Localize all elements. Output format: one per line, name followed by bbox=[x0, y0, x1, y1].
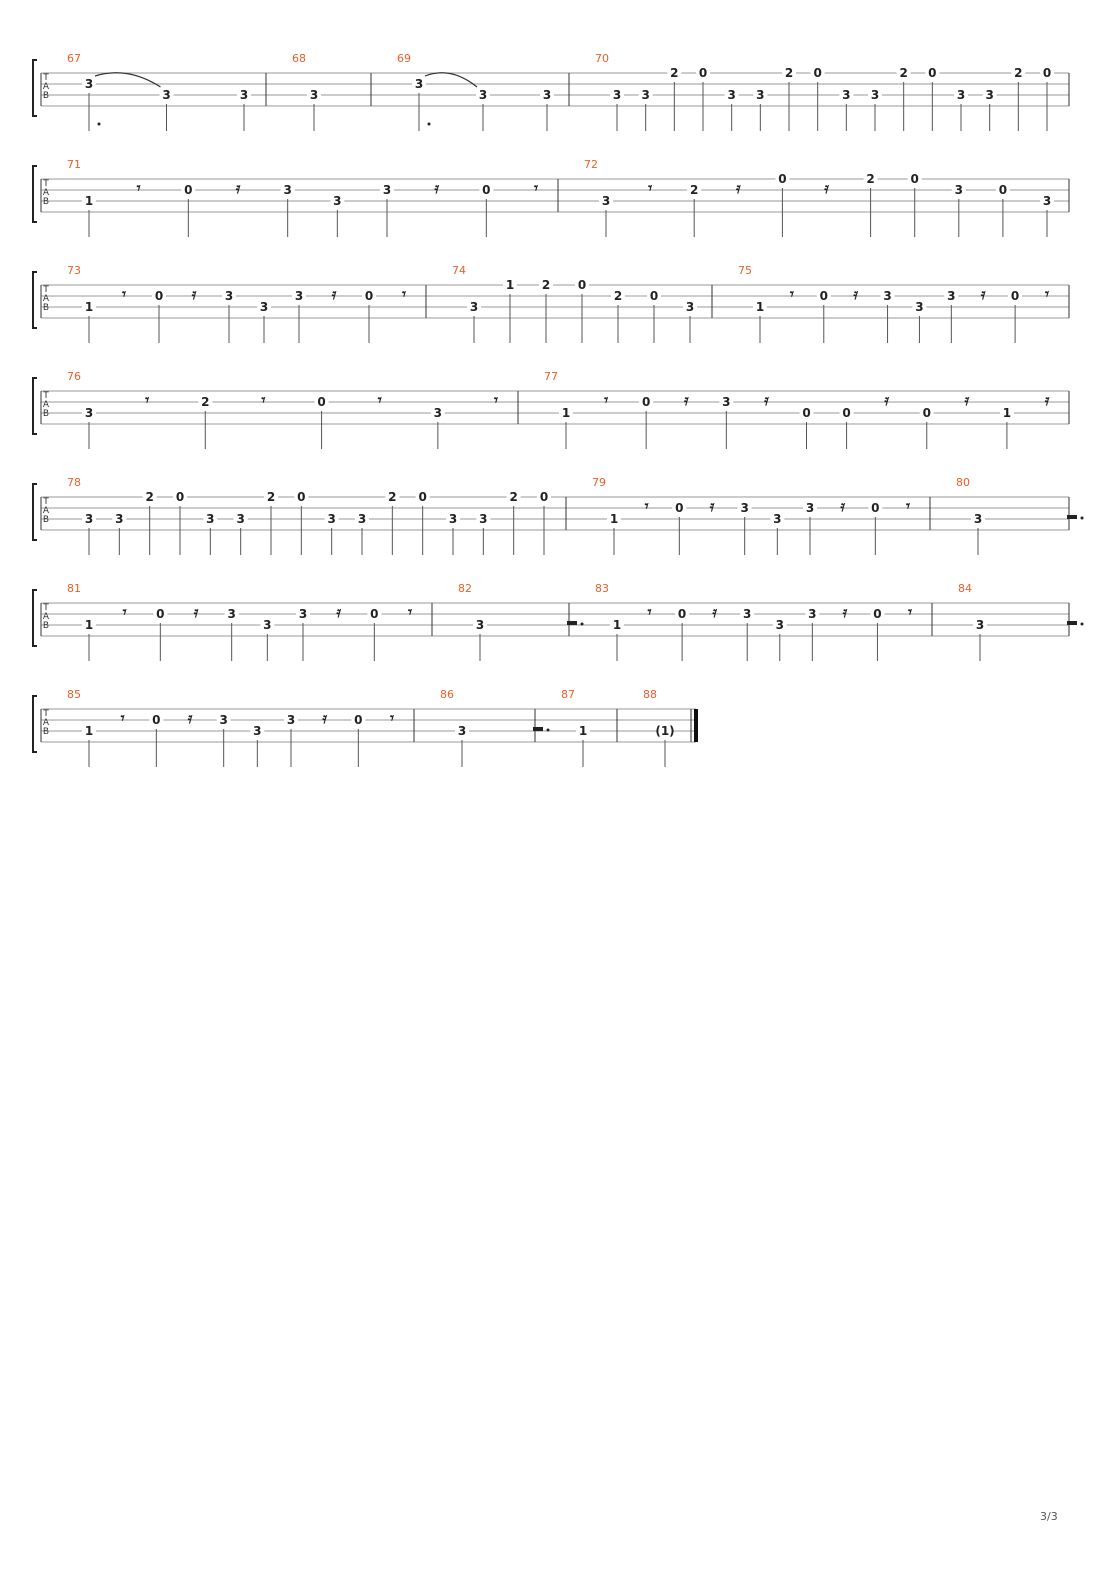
fret-number: 3 bbox=[448, 512, 458, 526]
duration-dot bbox=[98, 123, 101, 126]
fret-number: 3 bbox=[775, 618, 784, 632]
fret-number: 0 bbox=[418, 490, 427, 504]
system-bracket bbox=[33, 272, 37, 328]
fret-number: 0 bbox=[819, 289, 828, 303]
measure-number: 74 bbox=[452, 264, 466, 277]
fret-number: 0 bbox=[482, 183, 491, 197]
half-rest bbox=[1067, 621, 1077, 625]
page-number: 3/3 bbox=[1040, 1510, 1058, 1523]
fret-number: 1 bbox=[505, 278, 515, 292]
rest-dot bbox=[581, 623, 584, 626]
fret-number: 3 bbox=[236, 512, 245, 526]
fret-number: 3 bbox=[641, 88, 650, 102]
8th-rest: 𝄾 bbox=[390, 709, 394, 727]
measure-number: 85 bbox=[67, 688, 81, 701]
fret-number: 3 bbox=[162, 88, 171, 102]
fret-number: 3 bbox=[685, 300, 695, 314]
16th-rest: 𝄿 bbox=[824, 179, 829, 197]
fret-number: 1 bbox=[84, 618, 94, 632]
system-bracket bbox=[33, 484, 37, 540]
fret-number: 2 bbox=[266, 490, 276, 504]
fret-number: 1 bbox=[1002, 406, 1012, 420]
fret-number: 1 bbox=[84, 300, 94, 314]
fret-number: 3 bbox=[263, 618, 272, 632]
16th-rest: 𝄿 bbox=[193, 603, 199, 621]
16th-rest: 𝄿 bbox=[322, 709, 327, 727]
rest-dot bbox=[547, 729, 550, 732]
8th-rest: 𝄾 bbox=[122, 603, 127, 621]
8th-rest: 𝄾 bbox=[534, 179, 538, 197]
fret-number: 0 bbox=[370, 607, 379, 621]
measure-number: 69 bbox=[397, 52, 411, 65]
16th-rest: 𝄿 bbox=[712, 603, 717, 621]
16th-rest: 𝄿 bbox=[764, 391, 769, 409]
measure-number: 71 bbox=[67, 158, 81, 171]
tab-clef-letter: B bbox=[42, 303, 50, 313]
fret-number: 0 bbox=[297, 490, 306, 504]
fret-number: 0 bbox=[641, 395, 651, 409]
fret-number: 3 bbox=[947, 289, 956, 303]
8th-rest: 𝄾 bbox=[261, 391, 266, 409]
fret-number: 3 bbox=[773, 512, 782, 526]
fret-number: 3 bbox=[870, 88, 880, 102]
fret-number: 0 bbox=[922, 406, 931, 420]
fret-number: 3 bbox=[357, 512, 367, 526]
fret-number: 0 bbox=[156, 607, 165, 621]
fret-number: 1 bbox=[561, 406, 571, 420]
tab-clef-letter: A bbox=[42, 188, 50, 198]
fret-number: 0 bbox=[152, 713, 161, 727]
16th-rest: 𝄿 bbox=[853, 285, 858, 303]
8th-rest: 𝄾 bbox=[136, 179, 141, 197]
16th-rest: 𝄿 bbox=[187, 709, 193, 727]
fret-number: 3 bbox=[283, 183, 292, 197]
tab-clef-letter: T bbox=[43, 391, 49, 401]
tab-clef-letter: T bbox=[43, 497, 49, 507]
fret-number: 3 bbox=[294, 289, 304, 303]
measure-number: 72 bbox=[584, 158, 598, 171]
fret-number: 3 bbox=[309, 88, 319, 102]
fret-number: 0 bbox=[154, 289, 164, 303]
measure-number: 75 bbox=[738, 264, 752, 277]
rest-dot bbox=[1081, 623, 1084, 626]
system-bracket bbox=[33, 60, 37, 116]
fret-number: 2 bbox=[899, 66, 908, 80]
16th-rest: 𝄿 bbox=[964, 391, 970, 409]
tab-clef-letter: B bbox=[42, 621, 50, 631]
measure-number: 87 bbox=[561, 688, 575, 701]
fret-number: 3 bbox=[805, 501, 815, 515]
16th-rest: 𝄿 bbox=[191, 285, 197, 303]
measure-number: 88 bbox=[643, 688, 657, 701]
fret-number: (1) bbox=[655, 724, 675, 738]
measure-number: 77 bbox=[544, 370, 558, 383]
measure-number: 86 bbox=[440, 688, 454, 701]
measure-number: 68 bbox=[292, 52, 306, 65]
fret-number: 3 bbox=[219, 713, 228, 727]
fret-number: 3 bbox=[84, 406, 94, 420]
16th-rest: 𝄿 bbox=[736, 179, 741, 197]
fret-number: 3 bbox=[259, 300, 269, 314]
fret-number: 3 bbox=[722, 395, 731, 409]
fret-number: 1 bbox=[755, 300, 765, 314]
16th-rest: 𝄿 bbox=[840, 497, 845, 515]
tab-clef-letter: B bbox=[42, 727, 50, 737]
8th-rest: 𝄾 bbox=[644, 497, 649, 515]
fret-number: 1 bbox=[612, 618, 622, 632]
fret-number: 3 bbox=[206, 512, 215, 526]
system-bracket bbox=[33, 696, 37, 752]
fret-number: 3 bbox=[239, 88, 249, 102]
fret-number: 0 bbox=[354, 713, 363, 727]
fret-number: 0 bbox=[677, 607, 687, 621]
fret-number: 2 bbox=[866, 172, 875, 186]
8th-rest: 𝄾 bbox=[648, 179, 653, 197]
fret-number: 0 bbox=[698, 66, 708, 80]
measure-number: 70 bbox=[595, 52, 609, 65]
system-bracket bbox=[33, 590, 37, 646]
fret-number: 3 bbox=[327, 512, 336, 526]
fret-number: 3 bbox=[975, 618, 985, 632]
8th-rest: 𝄾 bbox=[145, 391, 150, 409]
tab-clef-letter: T bbox=[43, 709, 49, 719]
fret-number: 1 bbox=[609, 512, 619, 526]
system-bracket bbox=[33, 166, 37, 222]
measure-number: 78 bbox=[67, 476, 81, 489]
fret-number: 0 bbox=[175, 490, 185, 504]
fret-number: 3 bbox=[842, 88, 851, 102]
8th-rest: 𝄾 bbox=[402, 285, 406, 303]
fret-number: 0 bbox=[675, 501, 684, 515]
tab-clef-letter: A bbox=[42, 400, 50, 410]
tie-arc bbox=[425, 73, 477, 87]
fret-number: 3 bbox=[973, 512, 983, 526]
measure-number: 81 bbox=[67, 582, 81, 595]
8th-rest: 𝄾 bbox=[908, 603, 912, 621]
16th-rest: 𝄿 bbox=[336, 603, 341, 621]
system-bracket bbox=[33, 378, 37, 434]
fret-number: 2 bbox=[784, 66, 794, 80]
fret-number: 3 bbox=[469, 300, 479, 314]
fret-number: 3 bbox=[433, 406, 443, 420]
16th-rest: 𝄿 bbox=[1044, 391, 1050, 409]
8th-rest: 𝄾 bbox=[1045, 285, 1049, 303]
fret-number: 1 bbox=[578, 724, 588, 738]
fret-number: 3 bbox=[954, 183, 963, 197]
measure-number: 73 bbox=[67, 264, 81, 277]
tab-clef-letter: B bbox=[42, 197, 50, 207]
half-rest bbox=[1067, 515, 1077, 519]
8th-rest: 𝄾 bbox=[647, 603, 652, 621]
8th-rest: 𝄾 bbox=[122, 285, 126, 303]
fret-number: 3 bbox=[253, 724, 262, 738]
tab-clef-letter: A bbox=[42, 506, 50, 516]
measure-number: 80 bbox=[956, 476, 970, 489]
fret-number: 3 bbox=[727, 88, 736, 102]
fret-number: 3 bbox=[298, 607, 308, 621]
fret-number: 3 bbox=[612, 88, 622, 102]
duration-dot bbox=[428, 123, 431, 126]
16th-rest: 𝄿 bbox=[683, 391, 689, 409]
fret-number: 3 bbox=[478, 88, 488, 102]
fret-number: 2 bbox=[201, 395, 210, 409]
fret-number: 3 bbox=[84, 77, 94, 91]
tab-clef-letter: A bbox=[42, 82, 50, 92]
fret-number: 3 bbox=[286, 713, 296, 727]
fret-number: 3 bbox=[808, 607, 817, 621]
fret-number: 3 bbox=[475, 618, 485, 632]
tab-clef-letter: A bbox=[42, 294, 50, 304]
fret-number: 0 bbox=[910, 172, 919, 186]
8th-rest: 𝄾 bbox=[494, 391, 498, 409]
16th-rest: 𝄿 bbox=[434, 179, 439, 197]
fret-number: 0 bbox=[813, 66, 822, 80]
fret-number: 0 bbox=[317, 395, 326, 409]
fret-number: 0 bbox=[998, 183, 1008, 197]
tab-clef-letter: B bbox=[42, 409, 50, 419]
fret-number: 2 bbox=[388, 490, 397, 504]
measure-number: 79 bbox=[592, 476, 606, 489]
fret-number: 3 bbox=[740, 501, 749, 515]
rest-dot bbox=[1081, 517, 1084, 520]
16th-rest: 𝄿 bbox=[980, 285, 986, 303]
fret-number: 2 bbox=[541, 278, 551, 292]
fret-number: 3 bbox=[115, 512, 124, 526]
fret-number: 0 bbox=[842, 406, 851, 420]
tab-clef-letter: B bbox=[42, 91, 50, 101]
8th-rest: 𝄾 bbox=[906, 497, 910, 515]
fret-number: 0 bbox=[539, 490, 549, 504]
16th-rest: 𝄿 bbox=[842, 603, 848, 621]
fret-number: 0 bbox=[577, 278, 587, 292]
tab-clef-letter: T bbox=[43, 603, 49, 613]
tie-arc bbox=[95, 73, 161, 87]
measure-number: 82 bbox=[458, 582, 472, 595]
fret-number: 3 bbox=[601, 194, 611, 208]
fret-number: 3 bbox=[382, 183, 392, 197]
fret-number: 3 bbox=[479, 512, 488, 526]
tab-clef-letter: B bbox=[42, 515, 50, 525]
measure-number: 83 bbox=[595, 582, 609, 595]
tab-clef-letter: T bbox=[43, 179, 49, 189]
tab-clef-letter: T bbox=[43, 73, 49, 83]
fret-number: 3 bbox=[414, 77, 424, 91]
fret-number: 2 bbox=[145, 490, 154, 504]
fret-number: 0 bbox=[184, 183, 193, 197]
16th-rest: 𝄿 bbox=[331, 285, 337, 303]
8th-rest: 𝄾 bbox=[789, 285, 794, 303]
fret-number: 0 bbox=[364, 289, 374, 303]
fret-number: 2 bbox=[613, 289, 623, 303]
16th-rest: 𝄿 bbox=[235, 179, 241, 197]
8th-rest: 𝄾 bbox=[408, 603, 412, 621]
fret-number: 0 bbox=[1042, 66, 1052, 80]
fret-number: 3 bbox=[542, 88, 552, 102]
half-rest bbox=[567, 621, 577, 625]
fret-number: 3 bbox=[756, 88, 765, 102]
fret-number: 0 bbox=[928, 66, 937, 80]
fret-number: 2 bbox=[670, 66, 679, 80]
fret-number: 2 bbox=[509, 490, 518, 504]
fret-number: 0 bbox=[871, 501, 880, 515]
8th-rest: 𝄾 bbox=[604, 391, 609, 409]
fret-number: 3 bbox=[1042, 194, 1052, 208]
fret-number: 3 bbox=[915, 300, 924, 314]
fret-number: 3 bbox=[985, 88, 994, 102]
fret-number: 3 bbox=[956, 88, 966, 102]
measure-number: 67 bbox=[67, 52, 81, 65]
tab-clef-letter: A bbox=[42, 718, 50, 728]
tab-clef-letter: A bbox=[42, 612, 50, 622]
fret-number: 3 bbox=[84, 512, 94, 526]
fret-number: 3 bbox=[743, 607, 752, 621]
fret-number: 3 bbox=[883, 289, 892, 303]
fret-number: 3 bbox=[227, 607, 236, 621]
fret-number: 3 bbox=[224, 289, 234, 303]
fret-number: 3 bbox=[457, 724, 467, 738]
16th-rest: 𝄿 bbox=[709, 497, 715, 515]
fret-number: 0 bbox=[1010, 289, 1020, 303]
fret-number: 0 bbox=[778, 172, 787, 186]
fret-number: 0 bbox=[649, 289, 659, 303]
fret-number: 1 bbox=[84, 724, 94, 738]
fret-number: 1 bbox=[84, 194, 94, 208]
fret-number: 2 bbox=[690, 183, 699, 197]
measure-number: 76 bbox=[67, 370, 81, 383]
half-rest bbox=[533, 727, 543, 731]
fret-number: 0 bbox=[873, 607, 882, 621]
fret-number: 2 bbox=[1014, 66, 1023, 80]
fret-number: 0 bbox=[802, 406, 811, 420]
measure-number: 84 bbox=[958, 582, 972, 595]
8th-rest: 𝄾 bbox=[377, 391, 382, 409]
16th-rest: 𝄿 bbox=[884, 391, 889, 409]
8th-rest: 𝄾 bbox=[120, 709, 125, 727]
tab-clef-letter: T bbox=[43, 285, 49, 295]
fret-number: 3 bbox=[333, 194, 342, 208]
